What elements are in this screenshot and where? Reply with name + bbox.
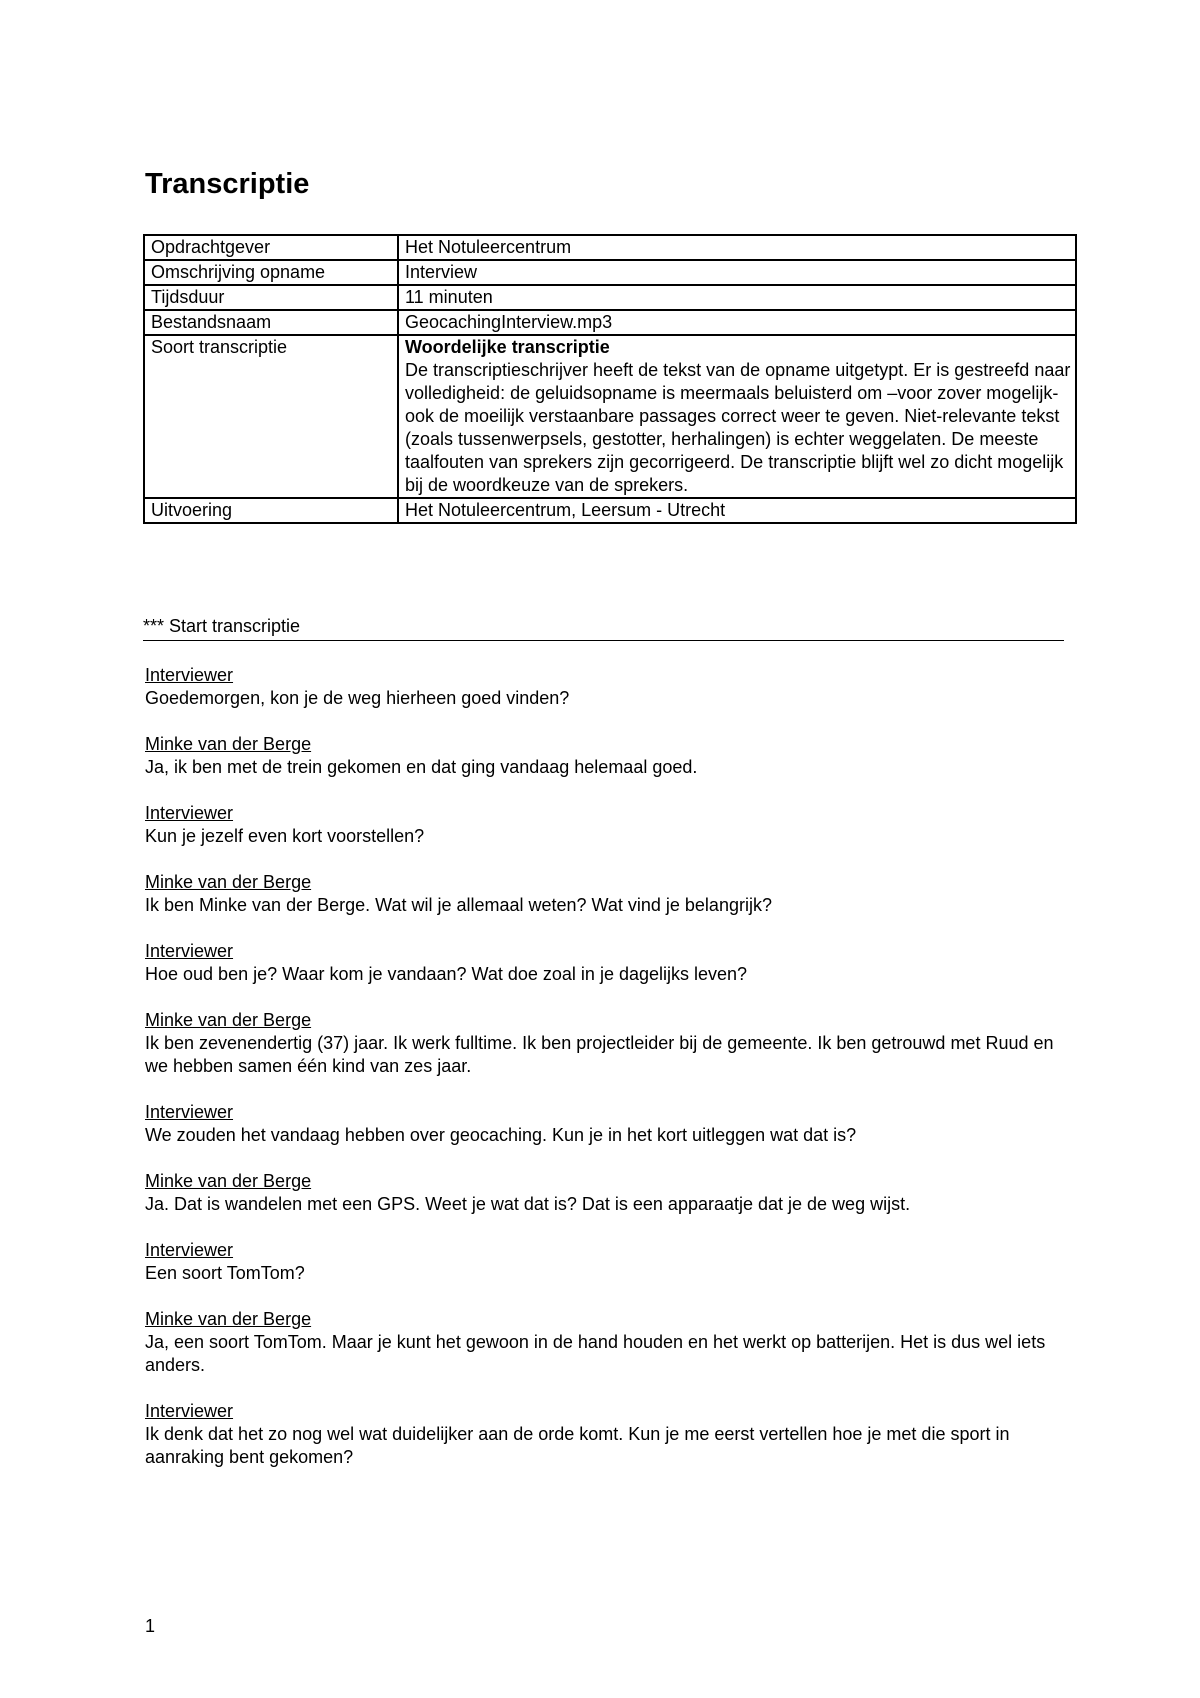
utterance: Ik ben zevenendertig (37) jaar. Ik werk fulltime. Ik ben projectleider bij de gemeente. Ik ben getrouwd met Ruud en we hebben samen één kind van zes jaar. [145,1033,1054,1076]
transcript-turn [145,664,1070,710]
table-row [144,235,1076,260]
transcript-turn [145,733,1070,779]
utterance: Hoe oud ben je? Waar kom je vandaan? Wat doe zoal in je dagelijks leven? [145,964,748,984]
transcript-turn [145,1308,1070,1377]
transcript-turn [145,1400,1070,1469]
table-row [144,285,1076,310]
speaker-name: Minke van der Berge [145,1010,312,1030]
meta-value-tijdsduur: 11 minuten [398,285,1076,310]
meta-value-bestandsnaam: GeocachingInterview.mp3 [398,310,1076,335]
meta-key-bestandsnaam: Bestandsnaam [144,310,398,335]
page-number: 1 [145,1616,156,1636]
table-row [144,260,1076,285]
transcript-turn [145,1239,1070,1285]
utterance: Goedemorgen, kon je de weg hierheen goed vinden? [145,688,570,708]
transcript-body [145,664,1070,1492]
meta-value-omschrijving: Interview [398,260,1076,285]
utterance: Ja, ik ben met de trein gekomen en dat ging vandaag helemaal goed. [145,757,698,777]
transcription-type-title: Woordelijke transcriptie [405,337,610,357]
transcript-turn [145,940,1070,986]
transcript-turn [145,802,1070,848]
start-transcription-marker: *** Start transcriptie [143,615,1064,641]
utterance: Ik denk dat het zo nog wel wat duidelijker aan de orde komt. Kun je me eerst vertellen hoe je met die sport in aanraking bent gekomen? [145,1424,1010,1467]
utterance: Ja. Dat is wandelen met een GPS. Weet je wat dat is? Dat is een apparaatje dat je de weg wijst. [145,1194,911,1214]
speaker-name: Interviewer [145,941,234,961]
utterance: Ik ben Minke van der Berge. Wat wil je allemaal weten? Wat vind je belangrijk? [145,895,772,915]
meta-key-uitvoering: Uitvoering [144,498,398,523]
meta-key-opdrachtgever: Opdrachtgever [144,235,398,260]
speaker-name: Interviewer [145,1401,234,1421]
meta-key-tijdsduur: Tijdsduur [144,285,398,310]
speaker-name: Minke van der Berge [145,1309,312,1329]
transcription-type-description: De transcriptieschrijver heeft de tekst van de opname uitgetypt. Er is gestreefd naar volledigheid: de geluidsopname is meermaals beluisterd om –voor zover mogelijk- ook de moeilijk verstaanbare passages correct weer te geven. Niet-relevante tekst (zoals tussenwerpsels, gestotter, herhalingen) is echter weggelaten. De meeste taalfouten van sprekers zijn gecorrigeerd. De transcriptie blijft wel zo dicht mogelijk bij de woordkeuze van de sprekers. [405,360,1071,495]
speaker-name: Minke van der Berge [145,1171,312,1191]
meta-value-uitvoering: Het Notuleercentrum, Leersum - Utrecht [398,498,1076,523]
transcript-turn [145,1101,1070,1147]
speaker-name: Minke van der Berge [145,734,312,754]
speaker-name: Interviewer [145,1102,234,1122]
utterance: Ja, een soort TomTom. Maar je kunt het gewoon in de hand houden en het werkt op batterijen. Het is dus wel iets anders. [145,1332,1046,1375]
speaker-name: Interviewer [145,665,234,685]
transcript-turn [145,871,1070,917]
speaker-name: Interviewer [145,1240,234,1260]
meta-value-opdrachtgever: Het Notuleercentrum [398,235,1076,260]
speaker-name: Minke van der Berge [145,872,312,892]
document-title: Transcriptie [145,168,310,200]
table-row [144,310,1076,335]
transcript-turn [145,1009,1070,1078]
meta-key-soort-transcriptie: Soort transcriptie [144,335,398,498]
transcript-turn [145,1170,1070,1216]
table-row [144,335,1076,498]
table-row [144,498,1076,523]
meta-value-soort-transcriptie [398,335,1076,498]
speaker-name: Interviewer [145,803,234,823]
metadata-table [143,234,1077,524]
utterance: Kun je jezelf even kort voorstellen? [145,826,425,846]
meta-key-omschrijving: Omschrijving opname [144,260,398,285]
utterance: We zouden het vandaag hebben over geocaching. Kun je in het kort uitleggen wat dat is? [145,1125,857,1145]
utterance: Een soort TomTom? [145,1263,305,1283]
